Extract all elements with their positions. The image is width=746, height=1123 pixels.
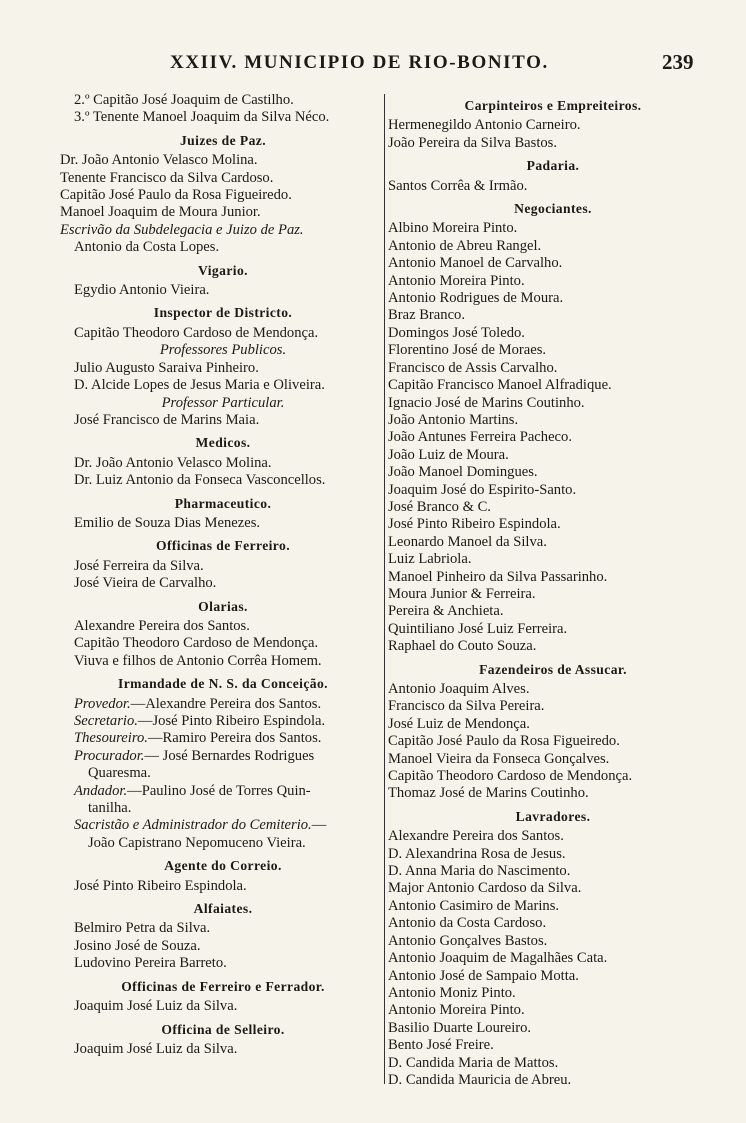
list-item: João Luiz de Moura. xyxy=(388,446,509,463)
list-item: D. Anna Maria do Nascimento. xyxy=(388,863,571,880)
list-item: Dr. Luiz Antonio da Fonseca Vasconcellos. xyxy=(74,472,326,489)
list-item: Antonio de Abreu Rangel. xyxy=(388,237,542,254)
list-item: Antonio Joaquim Alves. xyxy=(388,681,530,697)
section-heading: Negociantes. xyxy=(514,201,592,217)
list-item xyxy=(60,713,386,730)
list-item: D. Alexandrina Rosa de Jesus. xyxy=(388,845,566,862)
role-name: — José Bernardes Rodrigues xyxy=(144,747,315,764)
list-item xyxy=(60,730,386,747)
list-item: 2.º Capitão José Joaquim de Castilho. xyxy=(74,92,294,108)
list-item: José Ferreira da Silva. xyxy=(74,557,204,574)
list-item: Antonio Joaquim de Magalhães Cata. xyxy=(388,950,608,967)
list-item: Antonio Moreira Pinto. xyxy=(388,272,525,289)
list-item: Braz Branco. xyxy=(388,307,465,324)
list-item-continuation: tanilha. xyxy=(88,800,132,817)
section-heading: Officinas de Ferreiro. xyxy=(155,538,290,554)
list-item: Ludovino Pereira Barreto. xyxy=(74,955,227,972)
list-item: Capitão Theodoro Cardoso de Mendonça. xyxy=(74,324,319,341)
list-item: Antonio da Costa Cardoso. xyxy=(388,915,547,932)
list-item: José Pinto Ribeiro Espindola. xyxy=(388,516,561,533)
section-heading: Officinas de Ferreiro e Ferrador. xyxy=(121,978,325,994)
role-name: —Ramiro Pereira dos Santos. xyxy=(147,730,322,747)
list-item: Domingos José Toledo. xyxy=(388,324,525,341)
list-item: João Antunes Ferreira Pacheco. xyxy=(388,429,572,446)
list-item-continuation: João Capistrano Nepomuceno Vieira. xyxy=(88,834,306,851)
list-item: José Pinto Ribeiro Espindola. xyxy=(74,877,247,894)
role-label: Thesoureiro. xyxy=(74,730,148,747)
list-item: Antonio Moniz Pinto. xyxy=(388,984,516,1001)
role-label: Sacristão e Administrador do Cemiterio. xyxy=(74,817,312,834)
page-header xyxy=(0,52,746,82)
section-heading: Vigario. xyxy=(198,262,248,278)
section-heading: Inspector de Districto. xyxy=(153,305,293,321)
role-label: Andador. xyxy=(74,782,128,799)
section-heading: Escrivão da Subdelegacia e Juizo de Paz. xyxy=(60,221,304,238)
list-item: Hermenegildo Antonio Carneiro. xyxy=(388,117,581,134)
section-heading: Juizes de Paz. xyxy=(179,132,266,148)
list-item: Viuva e filhos de Antonio Corrêa Homem. xyxy=(74,652,322,669)
list-item xyxy=(60,696,386,713)
list-item: Alexandre Pereira dos Santos. xyxy=(74,617,250,634)
list-item: José Luiz de Mendonça. xyxy=(388,715,530,732)
list-item: Pereira & Anchieta. xyxy=(388,603,504,620)
role-name: —Alexandre Pereira dos Santos. xyxy=(130,695,322,712)
list-item: Bento José Freire. xyxy=(388,1037,494,1054)
list-item: Manoel Joaquim de Moura Junior. xyxy=(60,204,261,221)
list-item: Julio Augusto Saraiva Pinheiro. xyxy=(74,359,259,376)
list-item xyxy=(60,783,386,800)
list-item: João Antonio Martins. xyxy=(388,411,519,428)
list-item: Egydio Antonio Vieira. xyxy=(74,282,210,299)
role-name: —José Pinto Ribeiro Espindola. xyxy=(137,713,326,729)
list-item: Albino Moreira Pinto. xyxy=(388,220,518,237)
role-name: —Paulino José de Torres Quin- xyxy=(127,782,311,799)
list-item: Antonio Manoel de Carvalho. xyxy=(388,255,563,272)
list-item: Florentino José de Moraes. xyxy=(388,342,547,359)
right-column xyxy=(388,92,718,1089)
list-item: D. Candida Mauricia de Abreu. xyxy=(388,1071,572,1088)
list-item: Ignacio José de Marins Coutinho. xyxy=(388,394,585,411)
list-item: Thomaz José de Marins Coutinho. xyxy=(388,785,589,802)
list-item-continuation: Quaresma. xyxy=(88,765,151,782)
list-item: Basilio Duarte Loureiro. xyxy=(388,1019,532,1036)
list-item: João Manoel Domingues. xyxy=(388,464,538,481)
list-item: Tenente Francisco da Silva Cardoso. xyxy=(60,169,274,186)
section-heading: Professores Publicos. xyxy=(159,342,287,359)
list-item: Antonio Moreira Pinto. xyxy=(388,1002,525,1019)
section-heading: Alfaiates. xyxy=(193,901,253,917)
list-item: Antonio Gonçalves Bastos. xyxy=(388,932,548,949)
list-item: Capitão José Paulo da Rosa Figueiredo. xyxy=(388,733,620,750)
list-item: José Francisco de Marins Maia. xyxy=(74,411,260,428)
list-item: Alexandre Pereira dos Santos. xyxy=(388,828,564,845)
list-item: Santos Corrêa & Irmão. xyxy=(388,177,528,194)
list-item: Quintiliano José Luiz Ferreira. xyxy=(388,620,568,637)
page-title: XXIIV. MUNICIPIO DE RIO-BONITO. xyxy=(170,52,549,73)
list-item: Moura Junior & Ferreira. xyxy=(388,585,536,602)
role-label: Secretario. xyxy=(74,713,138,729)
list-item: Manoel Pinheiro da Silva Passarinho. xyxy=(388,568,608,585)
section-heading: Agente do Correio. xyxy=(164,858,282,874)
list-item: D. Alcide Lopes de Jesus Maria e Oliveira. xyxy=(74,377,325,394)
list-item: Antonio José de Sampaio Motta. xyxy=(388,967,579,984)
list-item: Dr. João Antonio Velasco Molina. xyxy=(74,454,272,471)
section-heading: Pharmaceutico. xyxy=(174,495,272,511)
list-item: Emilio de Souza Dias Menezes. xyxy=(74,514,261,531)
left-column xyxy=(60,92,386,1058)
list-item: Joaquim José do Espirito-Santo. xyxy=(388,481,577,498)
role-label: Procurador. xyxy=(74,747,145,764)
list-item: Francisco de Assis Carvalho. xyxy=(388,359,558,376)
list-item: Leonardo Manoel da Silva. xyxy=(388,533,547,550)
list-item: Capitão Theodoro Cardoso de Mendonça. xyxy=(388,768,633,785)
section-heading: Padaria. xyxy=(526,158,580,174)
section-heading: Fazendeiros de Assucar. xyxy=(479,661,627,677)
list-item: Capitão Theodoro Cardoso de Mendonça. xyxy=(74,635,319,652)
list-item: Raphael do Couto Souza. xyxy=(388,638,537,655)
list-item: João Pereira da Silva Bastos. xyxy=(388,134,558,151)
section-heading: Medicos. xyxy=(195,435,251,451)
fazendeiros-list xyxy=(388,681,718,803)
section-heading: Officina de Selleiro. xyxy=(161,1021,285,1037)
list-item: Capitão José Paulo da Rosa Figueiredo. xyxy=(60,187,292,204)
list-item: Francisco da Silva Pereira. xyxy=(388,698,545,715)
list-item: Antonio Casimiro de Marins. xyxy=(388,897,560,914)
list-item: Dr. João Antonio Velasco Molina. xyxy=(60,152,258,169)
section-heading: Olarias. xyxy=(198,598,248,614)
list-item: D. Candida Maria de Mattos. xyxy=(388,1054,559,1071)
list-item: Josino José de Souza. xyxy=(74,937,201,954)
list-item: Antonio Rodrigues de Moura. xyxy=(388,290,564,307)
section-heading: Professor Particular. xyxy=(161,394,285,411)
list-item: Capitão Francisco Manoel Alfradique. xyxy=(388,377,612,394)
list-item: José Vieira de Carvalho. xyxy=(74,575,217,592)
list-item: Belmiro Petra da Silva. xyxy=(74,920,211,937)
list-item: Major Antonio Cardoso da Silva. xyxy=(388,880,582,897)
section-heading: Lavradores. xyxy=(515,808,591,824)
section-heading: Carpinteiros e Empreiteiros. xyxy=(464,98,642,113)
page-number: 239 xyxy=(662,50,694,74)
list-item: Luiz Labriola. xyxy=(388,551,472,568)
lavradores-list xyxy=(388,828,718,1089)
section-heading: Irmandade de N. S. da Conceição. xyxy=(118,676,328,692)
list-item: Joaquim José Luiz da Silva. xyxy=(74,1040,238,1057)
role-dash: — xyxy=(311,817,327,834)
role-label: Provedor. xyxy=(74,695,131,712)
list-item xyxy=(60,817,386,834)
list-item: 3.º Tenente Manoel Joaquim da Silva Néco. xyxy=(74,109,330,126)
list-item xyxy=(60,748,386,765)
negociantes-list xyxy=(388,220,718,655)
list-item: Manoel Vieira da Fonseca Gonçalves. xyxy=(388,750,610,767)
list-item: Joaquim José Luiz da Silva. xyxy=(74,998,238,1015)
list-item: Antonio da Costa Lopes. xyxy=(74,239,220,256)
list-item: José Branco & C. xyxy=(388,498,491,515)
